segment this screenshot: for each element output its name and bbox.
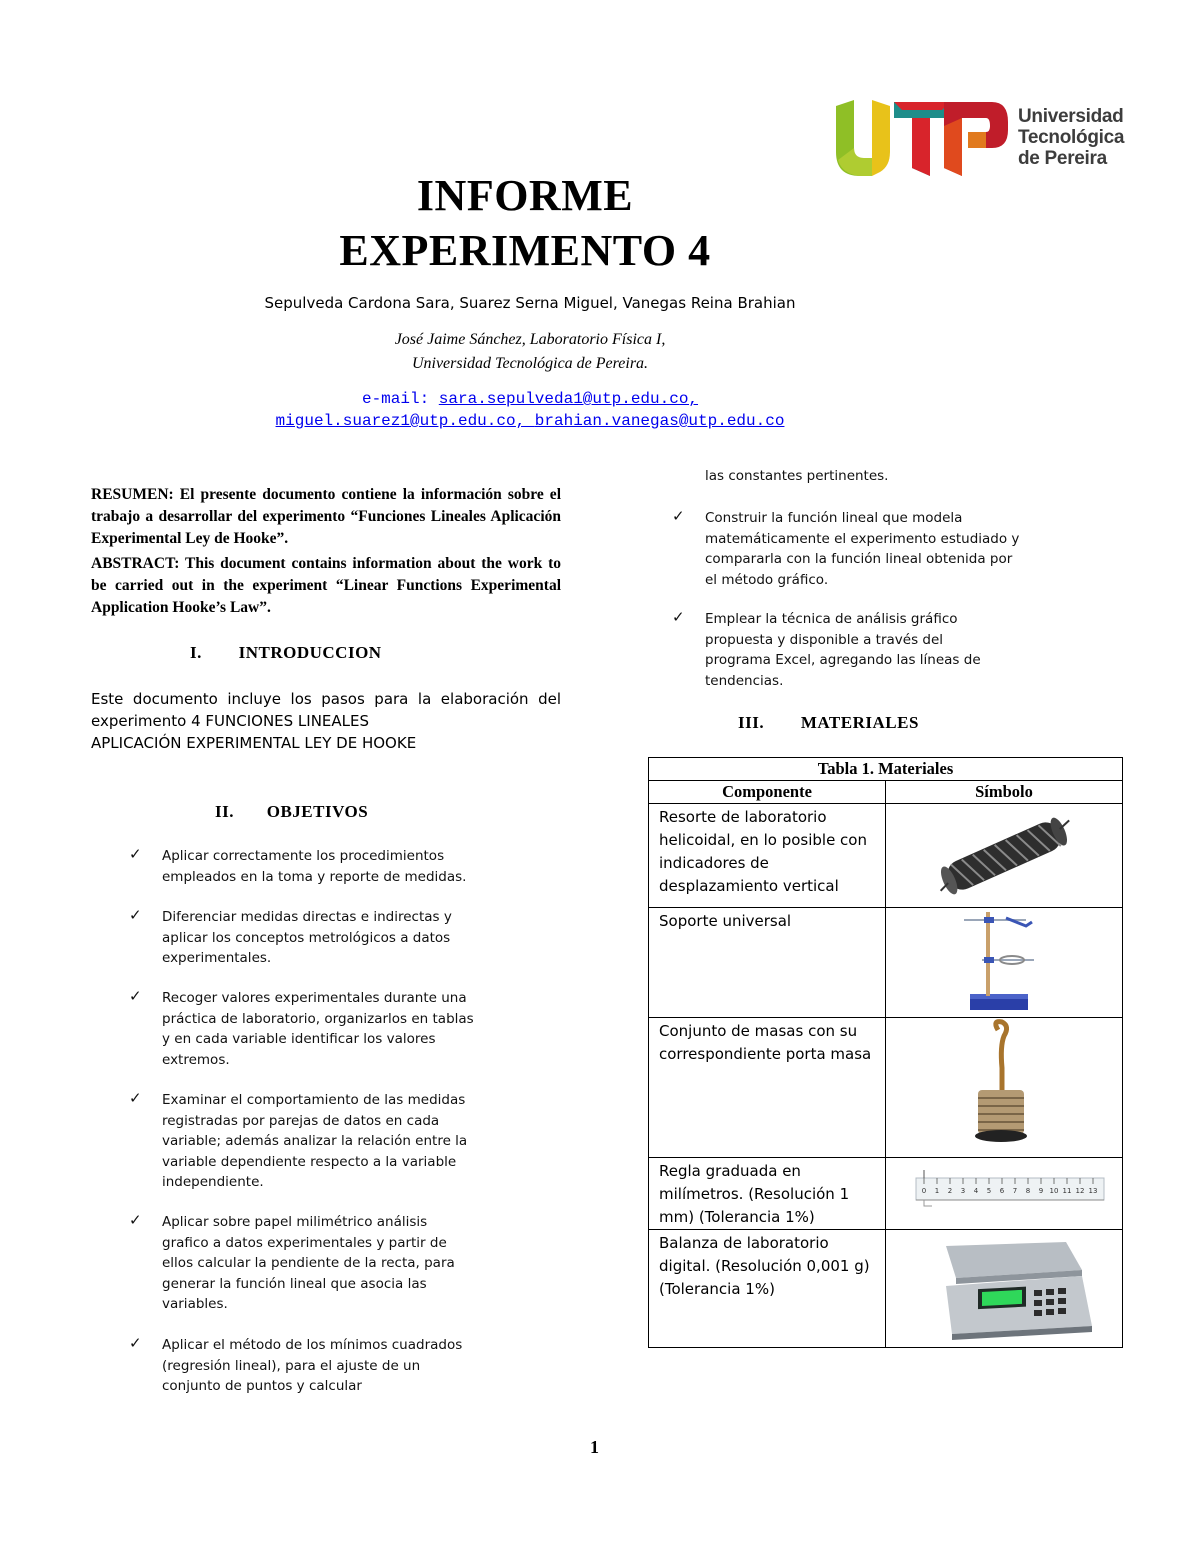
objective-text: Aplicar el método de los mínimos cuadrados (regresión lineal), para el ajuste de un conjunto de puntos y calcular [162, 1337, 463, 1394]
ruler-tick-label: 7 [1012, 1187, 1018, 1195]
email-link-brahian[interactable]: brahian.vanegas@utp.edu.co [534, 412, 785, 430]
table-cell-component: Regla graduada en milímetros. (Resolución 1 mm) (Tolerancia 1%) [649, 1158, 886, 1230]
email-separator: , [515, 412, 535, 430]
intro-line2: experimento 4 FUNCIONES LINEALES [91, 712, 370, 730]
objective-text: Recoger valores experimentales durante una práctica de laboratorio, organizarlos en tablas y en cada variable identificar los valores extremos. [162, 990, 474, 1068]
ruler-tick-label: 9 [1038, 1187, 1044, 1195]
objective-text: Emplear la técnica de análisis gráfico propuesta y disponible a través del programa Excel, agregando las líneas de tendencias. [705, 611, 981, 689]
ruler-tick-label: 13 [1088, 1187, 1098, 1195]
section-intro-heading [190, 643, 382, 663]
checkmark-icon: ✓ [129, 906, 142, 924]
checkmark-icon: ✓ [672, 507, 685, 525]
objective-item [672, 507, 1020, 590]
checkmark-icon: ✓ [129, 1089, 142, 1107]
ruler-tick-label: 4 [973, 1187, 979, 1195]
ruler-tick-label: 3 [960, 1187, 966, 1195]
intro-line1: Este documento incluye los pasos para la elaboración del [91, 690, 561, 708]
email-link-sara[interactable]: sara.sepulveda1@utp.edu.co, [438, 390, 699, 408]
objective-item [129, 987, 482, 1070]
table-caption: Tabla 1. Materiales [649, 758, 1123, 781]
checkmark-icon: ✓ [129, 845, 142, 863]
table-row [649, 1018, 1123, 1158]
table-cell-component: Balanza de laboratorio digital. (Resolución 0,001 g) (Tolerancia 1%) [649, 1230, 886, 1348]
email-link-miguel[interactable]: miguel.suarez1@utp.edu.co [275, 412, 516, 430]
objective-text: Construir la función lineal que modela matemáticamente el experimento estudiado y compararla con la función lineal obtenida por el método gráfico. [705, 510, 1020, 588]
table-row [649, 1158, 1123, 1230]
table-cell-symbol [886, 804, 1123, 908]
table-cell-symbol [886, 1230, 1123, 1348]
ruler-icon [886, 1158, 1122, 1224]
objective-text: Aplicar sobre papel milimétrico análisis grafico a datos experimentales y partir de ellos calcular la pendiente de la recta, para generar la función lineal que asocia las variables. [162, 1214, 455, 1312]
resumen-paragraph: RESUMEN: El presente documento contiene la información sobre el trabajo a desarrollar del experimento “Funciones Lineales Aplicación Experimental Ley de Hooke”. [91, 486, 561, 547]
objective-item [129, 845, 482, 887]
materials-table [648, 757, 1123, 1348]
email-line1 [150, 390, 910, 408]
objective-item [129, 1089, 472, 1193]
objective-continuation: las constantes pertinentes. [705, 468, 889, 484]
objective-text: Aplicar correctamente los procedimientos empleados en la toma y reporte de medidas. [162, 848, 467, 885]
objective-item [672, 608, 1005, 691]
logo-text-line1: Universidad [1018, 106, 1124, 127]
table-cell-symbol [886, 1158, 1123, 1230]
table-row [649, 1230, 1123, 1348]
affiliation-line2: Universidad Tecnológica de Pereira. [411, 355, 649, 372]
table-cell-component: Soporte universal [649, 908, 886, 1018]
section-objectives-heading [215, 802, 368, 822]
intro-paragraph [91, 688, 561, 754]
page-number: 1 [590, 1437, 599, 1457]
email-prefix: e-mail: [361, 390, 439, 408]
section-materials-number: III. [738, 713, 765, 732]
abstract-paragraph: ABSTRACT: This document contains information about the work to be carried out in the experiment “Linear Functions Experimental Application Hooke’s Law”. [91, 555, 561, 616]
table-cell-symbol [886, 908, 1123, 1018]
objective-item [129, 1211, 472, 1315]
section-objectives-number: II. [215, 802, 234, 821]
objective-text: Diferenciar medidas directas e indirectas y aplicar los conceptos metrológicos a datos experimentales. [162, 909, 452, 966]
table-header-symbol: Símbolo [886, 781, 1123, 804]
checkmark-icon: ✓ [672, 608, 685, 626]
section-intro-number: I. [190, 643, 202, 662]
table-cell-component: Resorte de laboratorio helicoidal, en lo posible con indicadores de desplazamiento vertical [649, 804, 886, 908]
ruler-tick-label: 6 [999, 1187, 1005, 1195]
ruler-tick-label: 1 [934, 1187, 940, 1195]
section-materials-heading [738, 713, 919, 733]
checkmark-icon: ✓ [129, 987, 142, 1005]
ruler-tick-label: 0 [921, 1187, 927, 1195]
title-line2: EXPERIMENTO 4 [339, 226, 711, 275]
table-cell-symbol [886, 1018, 1123, 1158]
table-header-component: Componente [649, 781, 886, 804]
ruler-tick-label: 11 [1062, 1187, 1072, 1195]
table-row [649, 908, 1123, 1018]
section-objectives-title: OBJETIVOS [266, 802, 369, 821]
spring-icon [886, 804, 1122, 902]
table-cell-component: Conjunto de masas con su correspondiente porta masa [649, 1018, 886, 1158]
ruler-tick-label: 12 [1075, 1187, 1085, 1195]
scale-icon [886, 1230, 1122, 1342]
title-line1: INFORME [416, 171, 634, 220]
authors: Sepulveda Cardona Sara, Suarez Serna Miguel, Vanegas Reina Brahian [264, 294, 796, 312]
affiliation-line1: José Jaime Sánchez, Laboratorio Física I, [394, 331, 666, 348]
ruler-tick-label: 2 [947, 1187, 953, 1195]
utp-logo [832, 96, 1125, 178]
utp-logo-mark [832, 96, 1012, 178]
objective-item [129, 1334, 472, 1397]
email-line2 [150, 412, 910, 430]
ruler-tick-label: 5 [986, 1187, 992, 1195]
section-materials-title: MATERIALES [800, 713, 919, 732]
ruler-tick-label: 10 [1049, 1187, 1059, 1195]
table-row [649, 804, 1123, 908]
ruler-tick-label: 8 [1025, 1187, 1031, 1195]
section-intro-title: INTRODUCCION [238, 643, 382, 662]
logo-text-line2: Tecnológica [1018, 127, 1125, 148]
checkmark-icon: ✓ [129, 1334, 142, 1352]
mass-set-icon [886, 1018, 1122, 1152]
objective-item [129, 906, 472, 969]
checkmark-icon: ✓ [129, 1211, 142, 1229]
objective-text: Examinar el comportamiento de las medidas registradas por parejas de datos en cada variable; además analizar la relación entre la variable dependiente respecto a la variable independiente. [162, 1092, 468, 1190]
stand-icon [886, 908, 1122, 1012]
logo-text-line3: de Pereira [1018, 148, 1107, 169]
intro-line3: APLICACIÓN EXPERIMENTAL LEY DE HOOKE [91, 734, 417, 752]
